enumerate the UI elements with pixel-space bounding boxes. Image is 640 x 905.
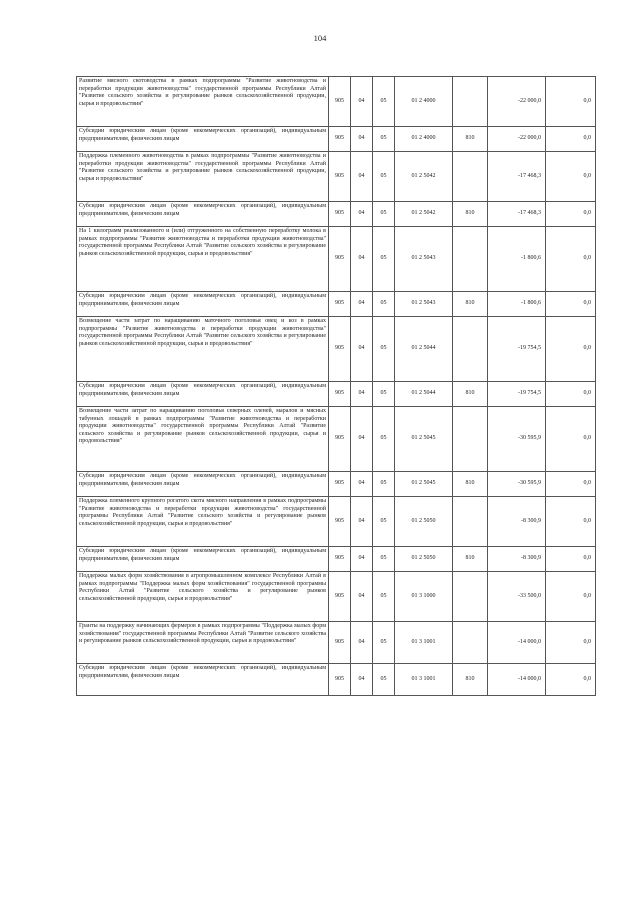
row-description: Субсидии юридическим лицам (кроме некоммерческих организаций), индивидуальным предпринимателям, физическим лицам: [77, 472, 329, 497]
table-row: [77, 202, 596, 227]
amount-second: 0,0: [546, 317, 596, 382]
row-description: Субсидии юридическим лицам (кроме некоммерческих организаций), индивидуальным предпринимателям, физическим лицам: [77, 127, 329, 152]
table-row: [77, 547, 596, 572]
ministry-code: 905: [329, 497, 351, 547]
amount-second: 0,0: [546, 227, 596, 292]
expense-type: [453, 497, 488, 547]
expense-type: 810: [453, 664, 488, 696]
expense-type: [453, 227, 488, 292]
amount-change: -14 000,0: [488, 664, 546, 696]
ministry-code: 905: [329, 622, 351, 664]
table-row: [77, 227, 596, 292]
section-code: 04: [351, 472, 373, 497]
expense-type: 810: [453, 472, 488, 497]
amount-change: -8 300,9: [488, 497, 546, 547]
subsection-code: 05: [373, 152, 395, 202]
amount-change: -22 000,0: [488, 127, 546, 152]
amount-change: -1 800,6: [488, 292, 546, 317]
expense-type: 810: [453, 292, 488, 317]
subsection-code: 05: [373, 472, 395, 497]
amount-second: 0,0: [546, 622, 596, 664]
section-code: 04: [351, 497, 373, 547]
amount-second: 0,0: [546, 664, 596, 696]
page-number: 104: [313, 33, 327, 43]
row-description: Субсидии юридическим лицам (кроме некоммерческих организаций), индивидуальным предпринимателям, физическим лицам: [77, 664, 329, 696]
row-description: Развитие мясного скотоводства в рамках подпрограммы "Развитие животноводства и переработки продукции животноводства" государственной программы Республики Алтай "Развитие сельского хозяйства и регулирование рынков сельскохозяйственной продукции, сырья и продовольствия": [77, 77, 329, 127]
table-row: [77, 152, 596, 202]
budget-table: [76, 76, 596, 696]
row-description: Поддержка племенного животноводства в рамках подпрограммы "Развитие животноводства и переработки продукции животноводства" государственной программы Республики Алтай "Развитие сельского хозяйства и регулирование рынков сельскохозяйственной продукции, сырья и продовольствия": [77, 152, 329, 202]
section-code: 04: [351, 317, 373, 382]
amount-second: 0,0: [546, 572, 596, 622]
amount-second: 0,0: [546, 152, 596, 202]
subsection-code: 05: [373, 317, 395, 382]
amount-second: 0,0: [546, 547, 596, 572]
expense-type: 810: [453, 127, 488, 152]
target-article: 01 3 1001: [395, 622, 453, 664]
section-code: 04: [351, 127, 373, 152]
expense-type: [453, 317, 488, 382]
expense-type: 810: [453, 202, 488, 227]
target-article: 01 2 5042: [395, 202, 453, 227]
ministry-code: 905: [329, 382, 351, 407]
subsection-code: 05: [373, 292, 395, 317]
row-description: Возмещение части затрат по наращиванию маточного поголовья овец и коз в рамках подпрограммы "Развитие животноводства и переработки продукции животноводства" государственной программы Республики Алтай "Развитие сельского хозяйства и регулирование рынков сельскохозяйственной продукции, сырья и продовольствия": [77, 317, 329, 382]
section-code: 04: [351, 664, 373, 696]
amount-change: -19 754,5: [488, 317, 546, 382]
row-description: Субсидии юридическим лицам (кроме некоммерческих организаций), индивидуальным предпринимателям, физическим лицам: [77, 547, 329, 572]
subsection-code: 05: [373, 407, 395, 472]
ministry-code: 905: [329, 664, 351, 696]
subsection-code: 05: [373, 572, 395, 622]
amount-change: -30 595,9: [488, 472, 546, 497]
table-row: [77, 127, 596, 152]
table-row: [77, 622, 596, 664]
table-row: [77, 497, 596, 547]
table-row: [77, 407, 596, 472]
amount-change: -8 300,9: [488, 547, 546, 572]
budget-table-body: [77, 77, 596, 696]
target-article: 01 2 5050: [395, 497, 453, 547]
table-row: [77, 292, 596, 317]
subsection-code: 05: [373, 127, 395, 152]
row-description: Субсидии юридическим лицам (кроме некоммерческих организаций), индивидуальным предпринимателям, физическим лицам: [77, 202, 329, 227]
section-code: 04: [351, 572, 373, 622]
amount-second: 0,0: [546, 77, 596, 127]
target-article: 01 2 5043: [395, 292, 453, 317]
section-code: 04: [351, 382, 373, 407]
target-article: 01 2 5045: [395, 472, 453, 497]
row-description: Субсидии юридическим лицам (кроме некоммерческих организаций), индивидуальным предпринимателям, физическим лицам: [77, 292, 329, 317]
amount-second: 0,0: [546, 407, 596, 472]
amount-second: 0,0: [546, 127, 596, 152]
target-article: 01 2 5044: [395, 317, 453, 382]
row-description: На 1 килограмм реализованного и (или) отгруженного на собственную переработку молока в рамках подпрограммы "Развитие животноводства и переработки продукции животноводства" государственной программы Республики Алтай "Развитие сельского хозяйства и регулирование рынков сельскохозяйственной продукции, сырья и продовольствия": [77, 227, 329, 292]
table-row: [77, 317, 596, 382]
amount-second: 0,0: [546, 202, 596, 227]
amount-second: 0,0: [546, 292, 596, 317]
expense-type: [453, 622, 488, 664]
ministry-code: 905: [329, 292, 351, 317]
table-row: [77, 77, 596, 127]
section-code: 04: [351, 407, 373, 472]
expense-type: [453, 152, 488, 202]
row-description: Поддержка племенного крупного рогатого скота мясного направления в рамках подпрограммы "Развитие животноводства и переработки продукции животноводства" государственной программы Республики Алтай "Развитие сельского хозяйства и регулирование рынков сельскохозяйственной продукции, сырья и продовольствия": [77, 497, 329, 547]
target-article: 01 2 4000: [395, 77, 453, 127]
row-description: Гранты на поддержку начинающих фермеров в рамках подпрограммы "Поддержка малых форм хозяйствования" государственной программы Республики Алтай "Развитие сельского хозяйства и регулирование рынков сельскохозяйственной продукции, сырья и продовольствия": [77, 622, 329, 664]
subsection-code: 05: [373, 547, 395, 572]
expense-type: 810: [453, 382, 488, 407]
subsection-code: 05: [373, 497, 395, 547]
subsection-code: 05: [373, 227, 395, 292]
amount-change: -14 000,0: [488, 622, 546, 664]
section-code: 04: [351, 152, 373, 202]
expense-type: [453, 572, 488, 622]
amount-second: 0,0: [546, 472, 596, 497]
section-code: 04: [351, 622, 373, 664]
amount-second: 0,0: [546, 497, 596, 547]
section-code: 04: [351, 227, 373, 292]
subsection-code: 05: [373, 382, 395, 407]
subsection-code: 05: [373, 77, 395, 127]
ministry-code: 905: [329, 317, 351, 382]
ministry-code: 905: [329, 472, 351, 497]
subsection-code: 05: [373, 622, 395, 664]
row-description: Возмещение части затрат по наращиванию поголовья северных оленей, маралов и мясных табунных лошадей в рамках подпрограммы "Развитие животноводства и переработки продукции животноводства" государственной программы Республики Алтай "Развитие сельского хозяйства и регулирование рынков сельскохозяйственной продукции, сырья и продовольствия": [77, 407, 329, 472]
ministry-code: 905: [329, 407, 351, 472]
ministry-code: 905: [329, 572, 351, 622]
subsection-code: 05: [373, 202, 395, 227]
section-code: 04: [351, 292, 373, 317]
amount-change: -33 500,0: [488, 572, 546, 622]
target-article: 01 2 5050: [395, 547, 453, 572]
amount-change: -19 754,5: [488, 382, 546, 407]
table-row: [77, 664, 596, 696]
row-description: Субсидии юридическим лицам (кроме некоммерческих организаций), индивидуальным предпринимателям, физическим лицам: [77, 382, 329, 407]
section-code: 04: [351, 77, 373, 127]
ministry-code: 905: [329, 547, 351, 572]
target-article: 01 2 5045: [395, 407, 453, 472]
ministry-code: 905: [329, 202, 351, 227]
target-article: 01 2 5042: [395, 152, 453, 202]
target-article: 01 2 5043: [395, 227, 453, 292]
ministry-code: 905: [329, 227, 351, 292]
section-code: 04: [351, 547, 373, 572]
target-article: 01 2 5044: [395, 382, 453, 407]
row-description: Поддержка малых форм хозяйствования в агропромышленном комплексе Республики Алтай в рамках подпрограммы "Поддержка малых форм хозяйствования" государственной программы Республики Алтай "Развитие сельского хозяйства и регулирование рынков сельскохозяйственной продукции, сырья и продовольствия": [77, 572, 329, 622]
expense-type: 810: [453, 547, 488, 572]
section-code: 04: [351, 202, 373, 227]
table-row: [77, 472, 596, 497]
amount-change: -17 468,3: [488, 202, 546, 227]
table-row: [77, 382, 596, 407]
amount-second: 0,0: [546, 382, 596, 407]
ministry-code: 905: [329, 77, 351, 127]
target-article: 01 3 1000: [395, 572, 453, 622]
subsection-code: 05: [373, 664, 395, 696]
target-article: 01 2 4000: [395, 127, 453, 152]
amount-change: -17 468,3: [488, 152, 546, 202]
ministry-code: 905: [329, 127, 351, 152]
amount-change: -30 595,9: [488, 407, 546, 472]
table-row: [77, 572, 596, 622]
target-article: 01 3 1001: [395, 664, 453, 696]
expense-type: [453, 77, 488, 127]
ministry-code: 905: [329, 152, 351, 202]
amount-change: -22 000,0: [488, 77, 546, 127]
amount-change: -1 800,6: [488, 227, 546, 292]
expense-type: [453, 407, 488, 472]
